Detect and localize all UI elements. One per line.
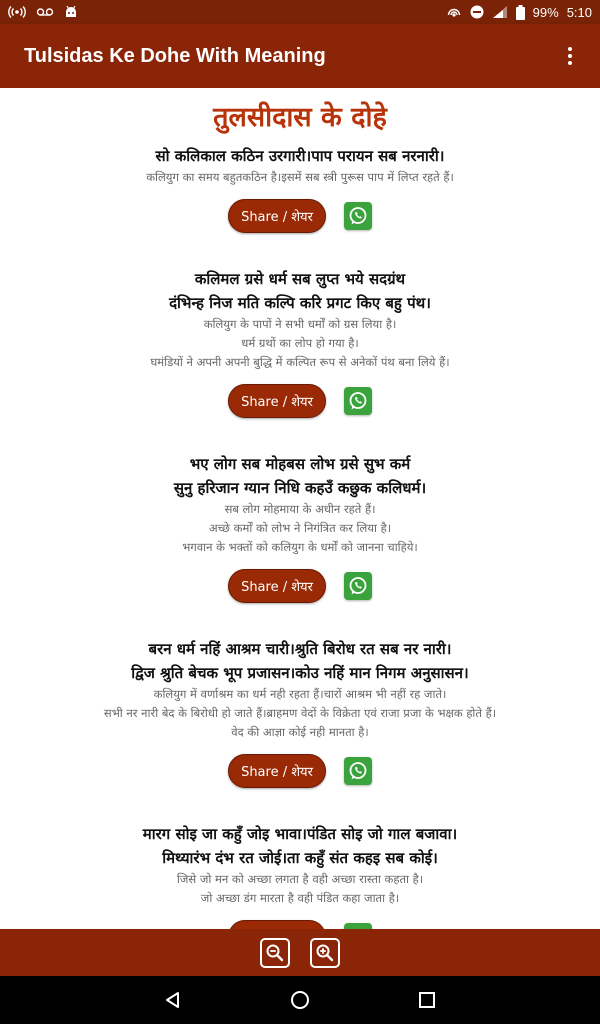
voicemail-icon (36, 7, 54, 17)
doha-meaning-line: कलियुग के पापों ने सभी धर्मों को ग्रस लिया है। (203, 317, 397, 331)
doha-verse-line: मारग सोइ जा कहुँ जोइ भावा।पंडित सोइ जो गाल बजावा। (142, 825, 458, 843)
recents-icon[interactable] (407, 980, 447, 1020)
android-icon (64, 5, 78, 19)
whatsapp-icon[interactable] (344, 387, 372, 415)
doha-item (0, 637, 600, 788)
doha-meaning-line: घमंडियों ने अपनी अपनी बुद्धि में कल्पित रूप से अनेकों पंथ बना लिये हैं। (150, 355, 450, 369)
more-vert-icon[interactable] (560, 44, 580, 68)
doha-item (0, 452, 600, 603)
doha-verse-line: सुनु हरिजान ग्यान निधि कहउँ कछुक कलिधर्म। (173, 479, 427, 497)
doha-meaning-line: भगवान के भक्तों को कलियुग के धर्मों को जानना चाहिये। (182, 540, 418, 554)
home-icon[interactable] (280, 980, 320, 1020)
doha-meaning-line: कलियुग का समय बहुतकठिन है।इसमें सब स्त्री पुरूस पाप में लिप्त रहते हैं। (146, 170, 454, 184)
doha-verse-line: मिथ्यारंभ दंभ रत जोई।ता कहुँ संत कहइ सब कोई। (162, 849, 438, 867)
doha-verse-line: दंभिन्ह निज मति कल्पि करि प्रगट किए बहु पंथ। (169, 294, 431, 312)
doha-verse-line: बरन धर्म नहिं आश्रम चारी।श्रुति बिरोध रत सब नर नारी। (148, 640, 452, 658)
hotspot-icon (8, 5, 26, 19)
battery-percentage: 99% (532, 4, 559, 20)
share-button[interactable]: Share / शेयर (228, 199, 326, 233)
doha-meaning-line: सभी नर नारी बेद के बिरोधी हो जाते हैं।ब्राहमण वेदों के विक्रेता एवं राजा प्रजा के भक्षक होते हैं। (103, 706, 497, 720)
share-button[interactable]: Share / शेयर (228, 754, 326, 788)
system-nav-bar (0, 976, 600, 1024)
signal-icon (492, 5, 508, 19)
whatsapp-icon[interactable] (344, 202, 372, 230)
back-icon[interactable] (153, 980, 193, 1020)
status-bar (0, 0, 600, 24)
doha-meaning-line: जिसे जो मन को अच्छा लगता है वही अच्छा रास्ता कहता है। (176, 872, 424, 886)
share-button[interactable]: Share / शेयर (228, 569, 326, 603)
doha-meaning-line: कलियुग में वर्णाश्रम का धर्म नही रहता हैं।चारों आश्रम भी नहीं रह जाते। (153, 687, 447, 701)
doha-verse-line: सो कलिकाल कठिन उरगारी।पाप परायन सब नरनारी। (155, 147, 445, 165)
doha-actions (0, 384, 600, 418)
doha-actions (0, 569, 600, 603)
doha-item (0, 267, 600, 418)
doha-meaning-line: अच्छे कर्मों को लोभ ने निगंत्रित कर लिया है। (208, 521, 392, 535)
page-heading: तुलसीदास के दोहे (213, 102, 387, 133)
share-button[interactable]: Share / शेयर (228, 384, 326, 418)
doha-verse-line: भए लोग सब मोहबस लोभ ग्रसे सुभ कर्म (189, 455, 411, 473)
doha-meaning-line: वेद की आज्ञा कोई नही मानता है। (231, 725, 369, 739)
doha-meaning-line: सब लोग मोहमाया के अधीन रहते हैं। (224, 502, 376, 516)
do-not-disturb-icon (470, 5, 484, 19)
zoom-out-icon[interactable] (260, 938, 290, 968)
app-bar (0, 24, 600, 88)
clock: 5:10 (566, 4, 592, 20)
whatsapp-icon[interactable] (344, 572, 372, 600)
hotspot-icon (446, 5, 462, 19)
dohe-list[interactable] (0, 88, 600, 929)
app-title: Tulsidas Ke Dohe With Meaning (24, 44, 326, 67)
whatsapp-icon[interactable] (344, 757, 372, 785)
doha-meaning-line: जो अच्छा डंग मारता है वही पंडित कहा जाता है। (200, 891, 400, 905)
battery-icon (516, 5, 525, 20)
doha-actions (0, 199, 600, 233)
doha-verse-line: कलिमल ग्रसे धर्म सब लुप्त भये सदग्रंथ (194, 270, 406, 288)
doha-actions (0, 754, 600, 788)
zoom-in-icon[interactable] (310, 938, 340, 968)
doha-verse-line: द्विज श्रुति बेचक भूप प्रजासन।कोउ नहिं मान निगम अनुसासन। (131, 664, 469, 682)
doha-meaning-line: धर्म ग्रथों का लोप हो गया है। (241, 336, 359, 350)
zoom-bar (0, 929, 600, 976)
doha-item (0, 144, 600, 233)
